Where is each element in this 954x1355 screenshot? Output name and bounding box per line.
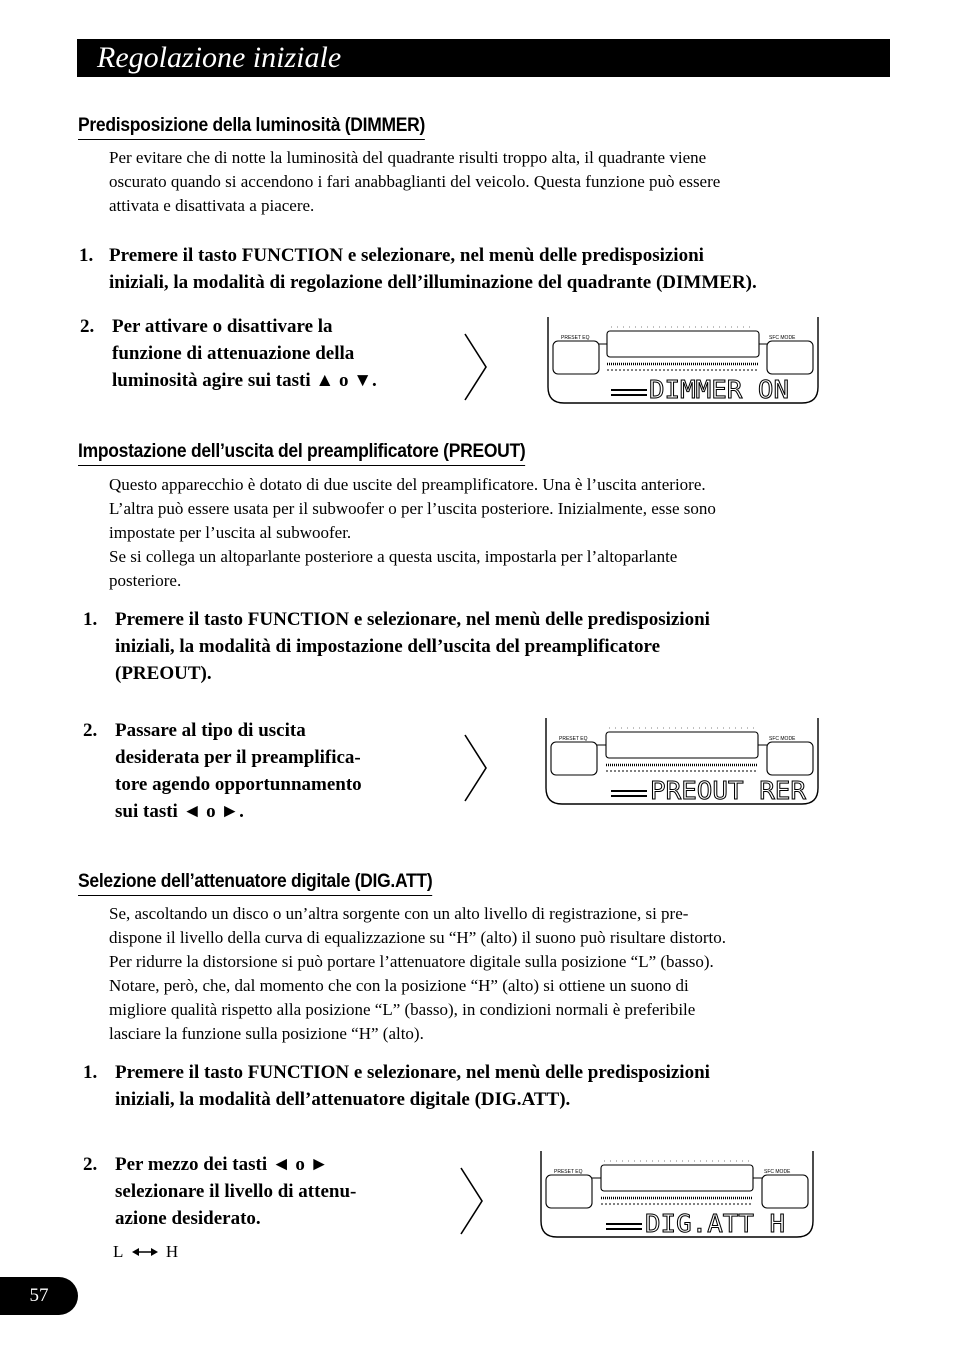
step-text [115, 717, 362, 825]
body-line: Notare, però, che, dal momento che con la posizione “H” (alto) si ottiene un suono di [109, 976, 689, 995]
lcd-label-right: SFC MODE [764, 1169, 791, 1175]
section-title-dimmer: Predisposizione della luminosità (DIMMER) [78, 115, 425, 140]
step-line: luminosità agire sui tasti ▲ o ▼. [112, 370, 377, 391]
body-line: migliore qualità rispetto alla posizione “L” (basso), in condizioni normali è preferibile [109, 1000, 696, 1019]
section-body-preout [109, 473, 869, 593]
step-line: Premere il tasto FUNCTION e selezionare, nel menù delle predisposizioni [109, 245, 704, 266]
step-number: 1. [83, 1062, 98, 1083]
toggle-right-label: H [165, 1242, 179, 1262]
chevron-right-icon [463, 333, 489, 401]
step-2-preout [83, 717, 443, 829]
lcd-display-dimmer [545, 317, 821, 405]
body-line: attivata e disattivata a piacere. [109, 196, 315, 215]
lcd-display-drawing [545, 317, 821, 405]
step-line: desiderata per il preamplifica- [115, 747, 361, 768]
lcd-label-left: PRESET EQ [561, 335, 590, 341]
step-line: (PREOUT). [115, 663, 212, 684]
chevron-right-icon [459, 1167, 485, 1235]
lcd-label-left: PRESET EQ [559, 736, 588, 742]
step-line: selezionare il livello di attenu- [115, 1181, 357, 1202]
step-text [109, 242, 757, 296]
chevron-right-icon [463, 734, 489, 802]
step-line: iniziali, la modalità di impostazione dell’uscita del preamplificatore [115, 636, 660, 657]
lcd-display-digatt [538, 1151, 816, 1239]
step-text [115, 1151, 356, 1232]
section-body-digatt [109, 902, 869, 1046]
step-1-preout [83, 606, 883, 691]
body-line: impostate per l’uscita al subwoofer. [109, 523, 352, 542]
step-line: funzione di attenuazione della [112, 343, 355, 364]
section-title-preout: Impostazione dell’uscita del preamplificatore (PREOUT) [78, 441, 525, 466]
step-line: Per mezzo dei tasti ◄ o ► [115, 1154, 329, 1175]
body-line: Per ridurre la distorsione si può portare l’attenuatore digitale sulla posizione “L” (basso). [109, 952, 714, 971]
section-body-dimmer [109, 146, 869, 218]
lcd-label-left: PRESET EQ [554, 1169, 583, 1175]
step-line: Premere il tasto FUNCTION e selezionare, nel menù delle predisposizioni [115, 1062, 710, 1083]
body-line: Questo apparecchio è dotato di due uscite del preamplificatore. Una è l’uscita anteriore. [109, 475, 706, 494]
header-bar [77, 39, 890, 77]
step-2-dimmer [80, 313, 440, 398]
body-line: Per evitare che di notte la luminosità del quadrante risulti troppo alta, il quadrante viene [109, 148, 707, 167]
lcd-display-drawing [538, 1151, 816, 1239]
step-number: 1. [79, 245, 94, 266]
lcd-display-drawing [543, 718, 821, 806]
double-arrow-icon [132, 1247, 158, 1257]
section-title-digatt: Selezione dell’attenuatore digitale (DIG.ATT) [78, 871, 432, 896]
level-toggle-legend [113, 1240, 178, 1263]
body-line: oscurato quando si accendono i fari anabbaglianti del veicolo. Questa funzione può essere [109, 172, 721, 191]
step-line: tore agendo opportunnamento [115, 774, 362, 795]
toggle-left-label: L [113, 1242, 124, 1262]
step-1-digatt [83, 1059, 883, 1119]
lcd-label-right: SFC MODE [769, 335, 796, 341]
step-line: sui tasti ◄ o ►. [115, 801, 244, 822]
body-line: dispone il livello della curva di equalizzazione su “H” (alto) il suono può risultare distorto. [109, 928, 727, 947]
step-text [115, 606, 710, 687]
step-line: iniziali, la modalità dell’attenuatore digitale (DIG.ATT). [115, 1089, 571, 1110]
step-number: 1. [83, 609, 98, 630]
body-line: Se si collega un altoparlante posteriore a questa uscita, impostarla per l’altoparlante [109, 547, 678, 566]
step-text [112, 313, 377, 394]
step-line: iniziali, la modalità di regolazione dell’illuminazione del quadrante (DIMMER). [109, 272, 757, 293]
page-number: 57 [0, 1277, 78, 1315]
page-title: Regolazione iniziale [97, 41, 342, 74]
body-line: lasciare la funzione sulla posizione “H” (alto). [109, 1024, 424, 1043]
body-line: L’altra può essere usata per il subwoofer o per l’uscita posteriore. Inizialmente, esse sono [109, 499, 716, 518]
lcd-text: PREOUT RER [650, 776, 807, 805]
body-line: posteriore. [109, 571, 182, 590]
step-1-dimmer [79, 242, 879, 302]
step-number: 2. [83, 720, 98, 741]
step-2-digatt [83, 1151, 443, 1236]
step-number: 2. [83, 1154, 98, 1175]
lcd-label-right: SFC MODE [769, 736, 796, 742]
lcd-text: DIG.ATT H [645, 1209, 785, 1238]
step-line: Premere il tasto FUNCTION e selezionare, nel menù delle predisposizioni [115, 609, 710, 630]
body-line: Se, ascoltando un disco o un’altra sorgente con un alto livello di registrazione, si pre- [109, 904, 689, 923]
step-line: Per attivare o disattivare la [112, 316, 333, 337]
step-line: azione desiderato. [115, 1208, 261, 1229]
step-number: 2. [80, 316, 95, 337]
lcd-display-preout [543, 718, 821, 806]
lcd-text: DIMMER ON [649, 375, 789, 404]
step-line: Passare al tipo di uscita [115, 720, 306, 741]
step-text [115, 1059, 710, 1113]
